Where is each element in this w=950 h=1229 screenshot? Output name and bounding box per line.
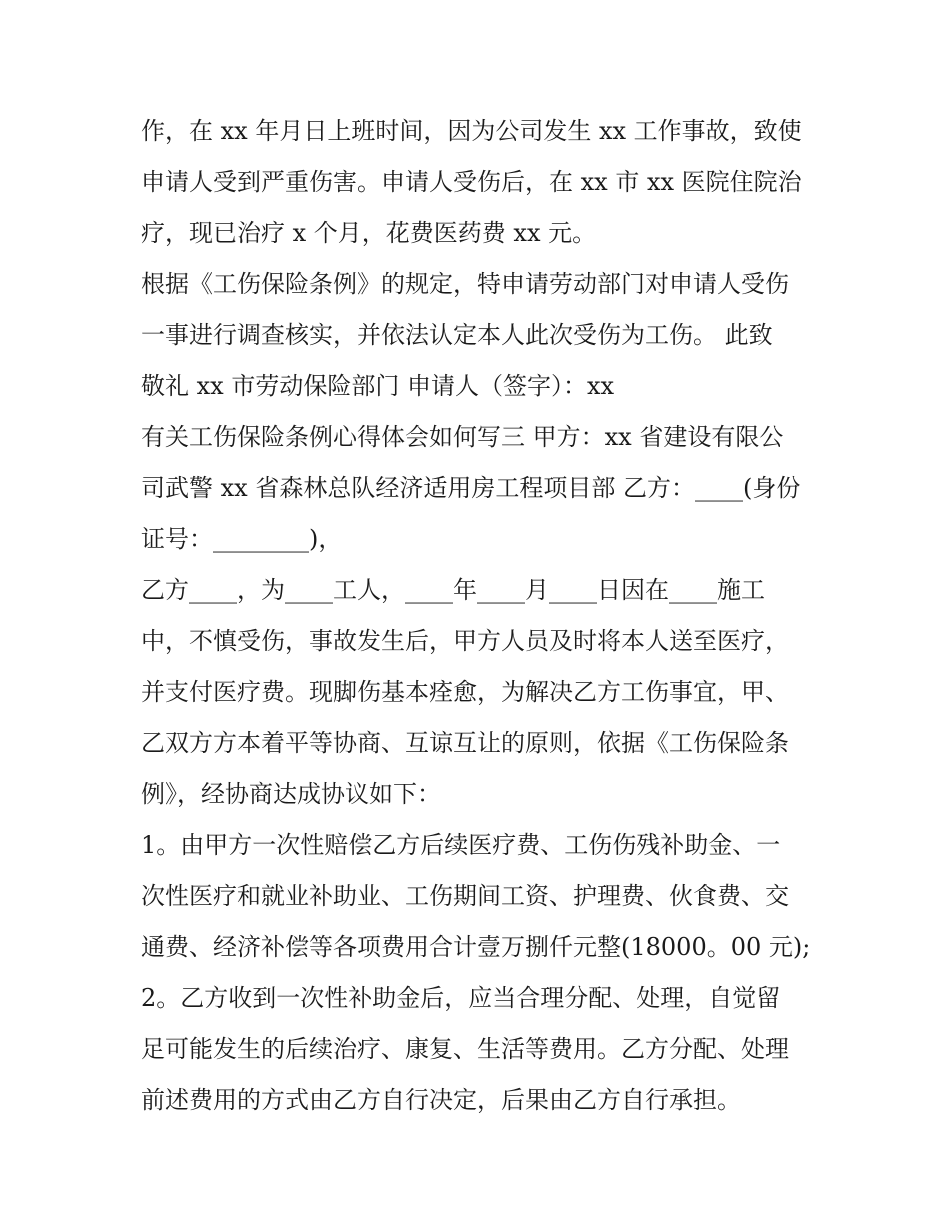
text-line: 乙方____，为____工人，____年____月____日因在____施工	[141, 576, 765, 604]
text-line: 1。由甲方一次性赔偿乙方后续医疗费、工伤伤残补助金、一	[141, 831, 781, 859]
text-line: 乙双方方本着平等协商、互谅互让的原则，依据《工伤保险条	[141, 729, 789, 757]
text-line: 通费、经济补偿等各项费用合计壹万捌仟元整(18000。00 元);	[141, 933, 811, 961]
text-line: 前述费用的方式由乙方自行决定，后果由乙方自行承担。	[141, 1086, 741, 1114]
text-line: 次性医疗和就业补助业、工伤期间工资、护理费、伙食费、交	[141, 882, 789, 910]
text-line: 疗，现已治疗 x 个月，花费医药费 xx 元。	[141, 219, 597, 247]
text-line: 并支付医疗费。现脚伤基本痊愈，为解决乙方工伤事宜，甲、	[141, 678, 789, 706]
text-line: 申请人受到严重伤害。申请人受伤后，在 xx 市 xx 医院住院治	[141, 168, 802, 196]
text-line: 有关工伤保险条例心得体会如何写三 甲方：xx 省建设有限公	[141, 423, 784, 451]
text-line: 足可能发生的后续治疗、康复、生活等费用。乙方分配、处理	[141, 1035, 789, 1063]
text-line: 2。乙方收到一次性补助金后，应当合理分配、处理，自觉留	[141, 984, 781, 1012]
text-line: 证号：________)，	[141, 525, 343, 553]
document-body	[141, 106, 821, 1126]
text-line: 敬礼 xx 市劳动保险部门 申请人（签字）：xx	[141, 372, 615, 400]
text-line: 司武警 xx 省森林总队经济适用房工程项目部 乙方：____(身份	[141, 474, 801, 502]
text-line: 一事进行调查核实，并依法认定本人此次受伤为工伤。 此致	[141, 321, 773, 349]
text-line: 根据《工伤保险条例》的规定，特申请劳动部门对申请人受伤	[141, 270, 789, 298]
text-line: 作，在 xx 年月日上班时间，因为公司发生 xx 工作事故，致使	[141, 117, 802, 145]
text-line: 中，不慎受伤，事故发生后，甲方人员及时将本人送至医疗，	[141, 627, 789, 655]
text-line: 例》，经协商达成协议如下：	[141, 780, 441, 808]
